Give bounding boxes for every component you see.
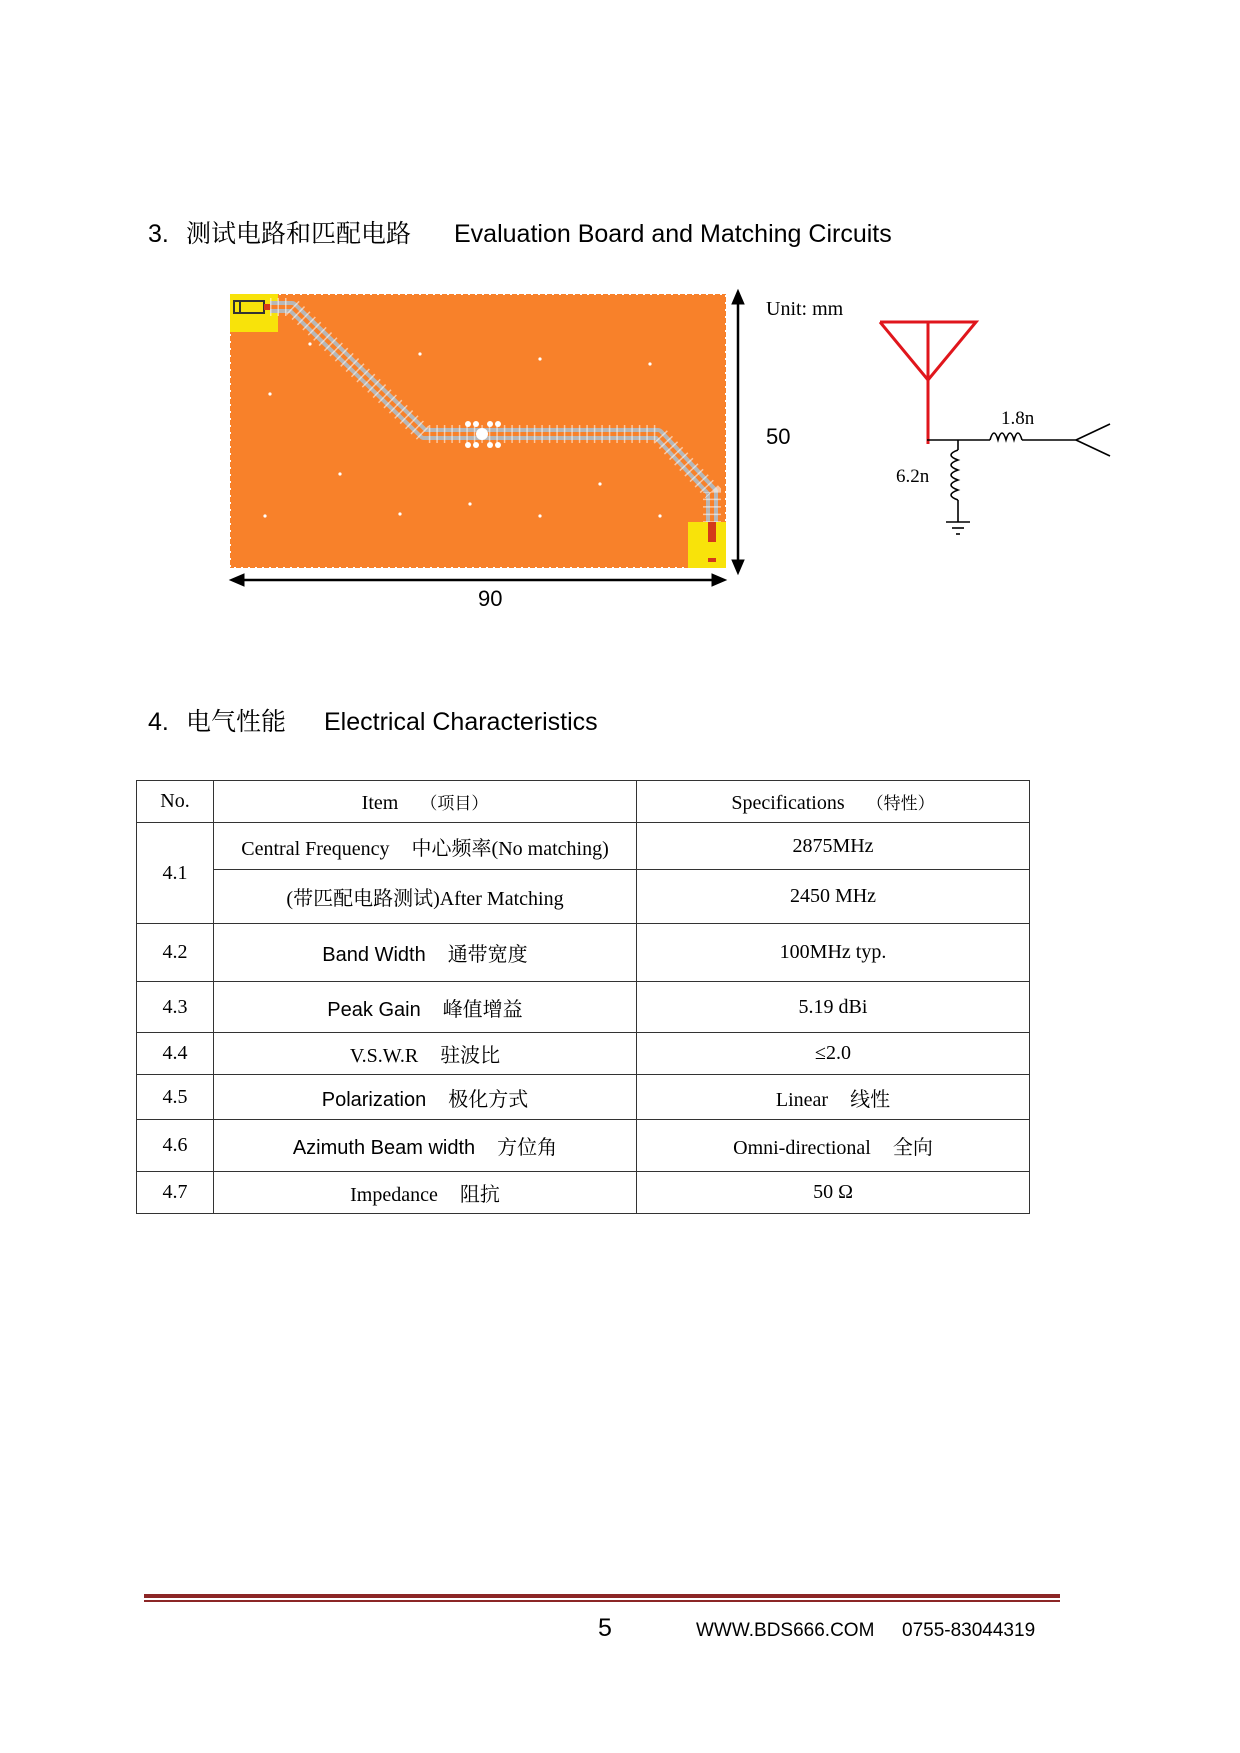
row-no: 4.7 xyxy=(137,1172,214,1214)
row-item: (带匹配电路测试)After Matching xyxy=(214,870,637,924)
row-no: 4.4 xyxy=(137,1033,214,1075)
row-item: Polarization 极化方式 xyxy=(214,1075,637,1120)
unit-label: Unit: mm xyxy=(766,298,844,320)
section-3-heading xyxy=(148,214,892,250)
section-4-title-en: Electrical Characteristics xyxy=(324,708,598,736)
row-spec: Linear 线性 xyxy=(637,1075,1030,1120)
shunt-inductor-coil xyxy=(951,450,958,500)
section-4-heading xyxy=(148,702,598,738)
section-3-number: 3. xyxy=(148,220,169,248)
row-item: Central Frequency 中心频率(No matching) xyxy=(214,823,637,870)
evaluation-board-diagram xyxy=(220,284,760,594)
row-spec: 5.19 dBi xyxy=(637,982,1030,1033)
antenna-pad-bottom-right xyxy=(688,522,726,568)
section-3-title-cn: 测试电路和匹配电路 xyxy=(186,220,412,248)
row-no: 4.6 xyxy=(137,1120,214,1172)
section-4-number: 4. xyxy=(148,708,169,736)
section-3-title-en: Evaluation Board and Matching Circuits xyxy=(454,220,892,248)
series-inductor-value: 1.8n xyxy=(1001,408,1035,429)
row-spec: ≤2.0 xyxy=(637,1033,1030,1075)
footer-rule xyxy=(144,1594,1060,1598)
header-no: No. xyxy=(137,781,214,823)
row-spec: 2450 MHz xyxy=(637,870,1030,924)
table-row xyxy=(137,982,1030,1033)
series-inductor-coil xyxy=(990,433,1022,440)
table-header-row xyxy=(137,781,1030,823)
row-spec: 50 Ω xyxy=(637,1172,1030,1214)
row-no: 4.1 xyxy=(137,823,214,924)
footer-website: WWW.BDS666.COM xyxy=(696,1620,875,1641)
page-number: 5 xyxy=(598,1614,612,1642)
row-item: V.S.W.R 驻波比 xyxy=(214,1033,637,1075)
section-4-title-cn: 电气性能 xyxy=(186,708,287,736)
row-item: Band Width 通带宽度 xyxy=(214,924,637,982)
matching-circuit-schematic xyxy=(870,300,1130,550)
electrical-characteristics-table xyxy=(136,780,1030,1214)
table-row xyxy=(137,823,1030,870)
row-item: Impedance 阻抗 xyxy=(214,1172,637,1214)
circuit-wiring xyxy=(927,424,1110,534)
shunt-inductor-value: 6.2n xyxy=(896,466,930,487)
board-height-label: 50 xyxy=(766,424,791,449)
footer-rule-thin xyxy=(144,1600,1060,1602)
row-spec: 100MHz typ. xyxy=(637,924,1030,982)
table-row xyxy=(137,1172,1030,1214)
board-width-label: 90 xyxy=(478,586,503,611)
row-spec: 2875MHz xyxy=(637,823,1030,870)
table-row xyxy=(137,870,1030,924)
width-dimension-arrow xyxy=(230,574,726,586)
row-item: Azimuth Beam width 方位角 xyxy=(214,1120,637,1172)
header-specifications: Specifications （特性） xyxy=(637,781,1030,823)
row-no: 4.3 xyxy=(137,982,214,1033)
height-dimension-arrow xyxy=(732,290,744,574)
row-spec: Omni-directional 全向 xyxy=(637,1120,1030,1172)
row-item: Peak Gain 峰值增益 xyxy=(214,982,637,1033)
header-item: Item （项目） xyxy=(214,781,637,823)
table-row xyxy=(137,1033,1030,1075)
row-no: 4.5 xyxy=(137,1075,214,1120)
footer-phone: 0755-83044319 xyxy=(902,1620,1036,1641)
table-row xyxy=(137,1075,1030,1120)
table-row xyxy=(137,924,1030,982)
row-no: 4.2 xyxy=(137,924,214,982)
antenna-symbol xyxy=(880,322,976,444)
table-row xyxy=(137,1120,1030,1172)
